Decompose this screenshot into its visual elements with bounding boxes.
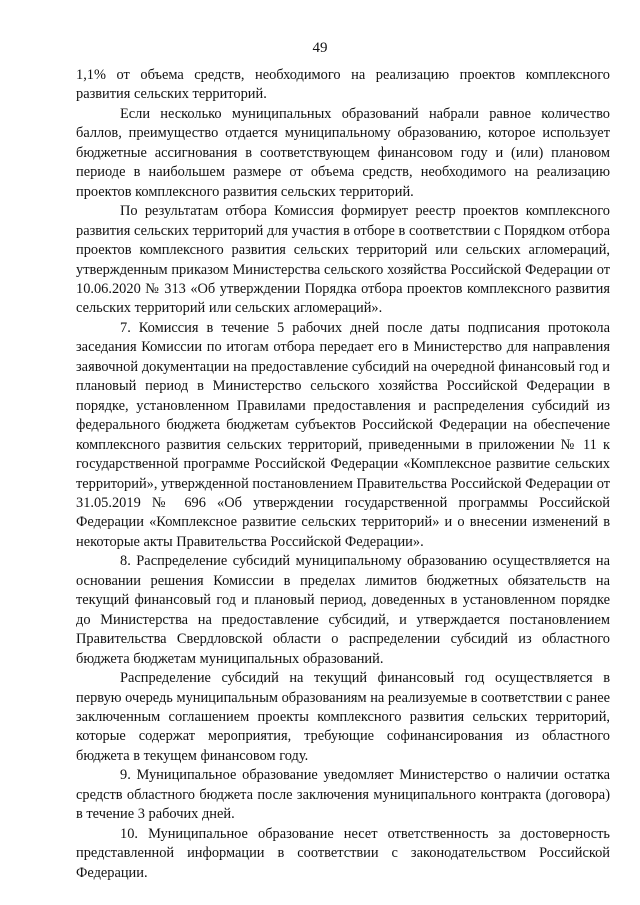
document-body (76, 66, 610, 883)
paragraph-item-10: 10. Муниципальное образование несет ответственность за достоверность представленной информации в соответствии с законодательством Российской Федерации. (76, 825, 610, 881)
paragraph-distribution: Распределение субсидий на текущий финансовый год осуществляется в первую очередь муниципальным образованиям на реализуемые в соответствии с ранее заключенным соглашением проекты комплексного развития сельских территорий, которые содержат мероприятия, требующие софинансирования из областного бюджета в текущем финансовом году. (76, 670, 610, 764)
paragraph-item-8: 8. Распределение субсидий муниципальному образованию осуществляется на основании решения Комиссии в пределах лимитов бюджетных обязательств на текущий финансовый год и плановый период, доведенных в установленном порядке до Министерства на предоставление субсидий, и утверждается постановлением Правительства Свердловской области о распределении субсидий из областного бюджета бюджетам муниципальных образований. (76, 553, 610, 667)
paragraph-continuation: 1,1% от объема средств, необходимого на реализацию проектов комплексного развития сельских территорий. (76, 67, 610, 103)
page-number: 49 (312, 40, 328, 56)
paragraph-item-9: 9. Муниципальное образование уведомляет Министерство о наличии остатка средств областного бюджета после заключения муниципального контракта (договора) в течение 3 рабочих дней. (76, 767, 610, 823)
paragraph-equal-scores: Если несколько муниципальных образований набрали равное количество баллов, преимущество отдается муниципальному образованию, которое использует бюджетные ассигнования в соответствующем финансовом году и (или) плановом периоде в наибольшем размере от объема средств, необходимого на реализацию проектов комплексного развития сельских территорий. (76, 105, 610, 200)
paragraph-item-7: 7. Комиссия в течение 5 рабочих дней после даты подписания протокола заседания Комиссии по итогам отбора передает его в Министерство для направления заявочной документации на предоставление субсидий на очередной финансовый год и плановый период в Министерство сельского хозяйства Российской Федерации в порядке, установленном Правилами предоставления и распределения субсидий из федерального бюджета бюджетам субъектов Российской Федерации на обеспечение комплексного развития сельских территорий, приведенными в приложении № 11 к государственной программе Российской Федерации «Комплексное развитие сельских территорий», утвержденной постановлением Правительства Российской Федерации от 31.05.2019 № 696 «Об утверждении государственной программы Российской Федерации «Комплексное развитие сельских территорий» и о внесении изменений в некоторые акты Правительства Российской Федерации». (76, 319, 610, 550)
paragraph-registry: По результатам отбора Комиссия формирует реестр проектов комплексного развития сельских территорий для участия в отборе в соответствии с Порядком отбора проектов комплексного развития сельских территорий или сельских агломераций, утвержденным приказом Министерства сельского хозяйства Российской Федерации от 10.06.2020 № 313 «Об утверждении Порядка отбора проектов комплексного развития сельских территорий или сельских агломераций». (76, 203, 610, 317)
